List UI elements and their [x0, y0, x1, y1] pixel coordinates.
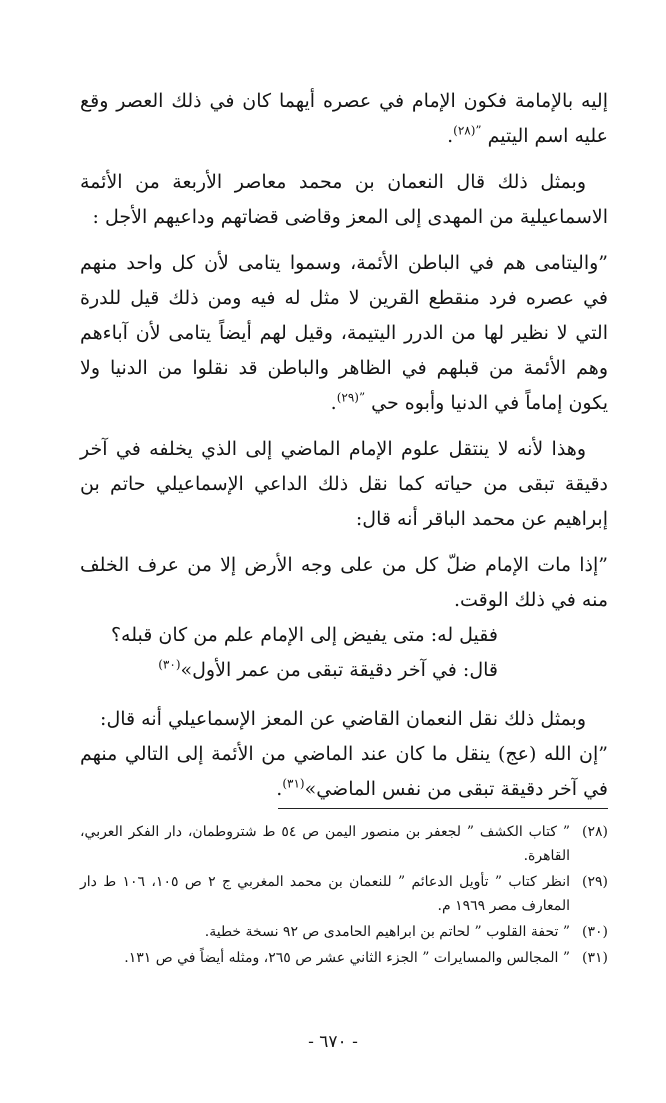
paragraph-4: وبمثل ذلك نقل النعمان القاضي عن المعز الإسماعيلي أنه قال:: [100, 708, 586, 730]
footnote-ref-29: ”(٢٩): [336, 390, 366, 405]
paragraph-1: إليه بالإمامة فكون الإمام في عصره أيهما كان في ذلك العصر وقع عليه اسم اليتيم $^{”(٢٨)}$.: [80, 90, 608, 147]
dialogue-block: [80, 618, 608, 688]
footnote-text: ” المجالس والمسايرات ” الجزء الثاني عشر ص ٢٦٥، ومثله أيضاً في ص ١٣١.: [124, 950, 570, 966]
footnote-number: (٣١): [582, 950, 608, 966]
paragraph-3: وهذا لأنه لا ينتقل علوم الإمام الماضي إلى الذي يخلفه في آخر دقيقة تبقى من حياته كما نقل ذلك الداعي الإسماعيلي حاتم بن إبراهيم عن محمد الباقر أنه قال:: [80, 438, 608, 530]
dialogue-answer-text: قال: في آخر دقيقة تبقى من عمر الأول»: [180, 659, 498, 681]
footnote-ref-31: (٣١): [282, 776, 305, 791]
page-number: - ٦٧٠ -: [308, 1032, 358, 1052]
quote-3: ”إن الله (عج) ينقل ما كان عند الماضي من الأئمة إلى التالي منهم في آخر دقيقة تبقى من نفس الماضي»$^{(٣١)}$.: [80, 743, 608, 800]
footnote-30: [80, 920, 608, 944]
footnote-number: (٢٩): [582, 874, 608, 890]
footnote-text: انظر كتاب ” تأويل الدعائم ” للنعمان بن محمد المغربي ج ٢ ص ١٠٥، ١٠٦ ط دار المعارف مصر ١٩٦٩ م.: [80, 874, 571, 914]
paragraph-2: وبمثل ذلك قال النعمان بن محمد معاصر الأربعة من الأئمة الاسماعيلية من المهدى إلى المعز وقاضى قضاتهم وداعيهم الأجل :: [80, 171, 608, 228]
quote-1-text: ”واليتامى هم في الباطن الأئمة، وسموا يتامى لأن كل واحد منهم في عصره فرد منقطع القرين لا مثل له فيه ومن ذلك قيل للدرة التي لا نظير لها من الدرر اليتيمة، وقيل لهم أيضاً يتامى لأن آباءهم وهم الأئمة من قبلهم في الظاهر والباطن قد نقلوا من الدنيا ولا يكون إماماً في الدنيا وأبوه حي: [80, 252, 608, 414]
footnote-separator: [278, 808, 608, 809]
quote-3-text: ”إن الله (عج) ينقل ما كان عند الماضي من الأئمة إلى التالي منهم في آخر دقيقة تبقى من نفس الماضي»: [80, 743, 608, 800]
footnote-number: (٢٨): [582, 824, 608, 840]
quote-1: ”واليتامى هم في الباطن الأئمة، وسموا يتامى لأن كل واحد منهم في عصره فرد منقطع القرين لا مثل له فيه ومن ذلك قيل للدرة التي لا نظير لها من الدرر اليتيمة، وقيل لهم أيضاً يتامى لأن آباءهم وهم الأئمة من قبلهم في الظاهر والباطن قد نقلوا من الدنيا ولا يكون إماماً في الدنيا وأبوه حي $^{”(٢٩)}$.: [80, 252, 608, 414]
footnotes-section: [80, 820, 608, 972]
footnote-29: [80, 870, 608, 918]
paragraph-1-text: إليه بالإمامة فكون الإمام في عصره أيهما كان في ذلك العصر وقع عليه اسم اليتيم: [80, 90, 608, 147]
quote-2: ”إذا مات الإمام ضلّ كل من على وجه الأرض إلا من عرف الخلف منه في ذلك الوقت.: [80, 554, 608, 611]
footnote-text: ” كتاب الكشف ” لجعفر بن منصور اليمن ص ٥٤ ط شتروطمان، دار الفكر العربي، القاهرة.: [80, 824, 570, 864]
footnote-ref-28: ”(٢٨): [453, 123, 482, 138]
footnote-31: [80, 946, 608, 970]
footnote-ref-30: (٣٠): [158, 657, 181, 672]
dialogue-question: فقيل له: متى يفيض إلى الإمام علم من كان قبله؟: [110, 624, 498, 646]
main-text: [80, 84, 608, 818]
footnote-text: ” تحفة القلوب ” لحاتم بن ابراهيم الحامدى ص ٩٢ نسخة خطية.: [204, 924, 570, 940]
footnote-number: (٣٠): [582, 924, 608, 940]
dialogue-answer: [80, 653, 498, 688]
footnote-28: [80, 820, 608, 868]
